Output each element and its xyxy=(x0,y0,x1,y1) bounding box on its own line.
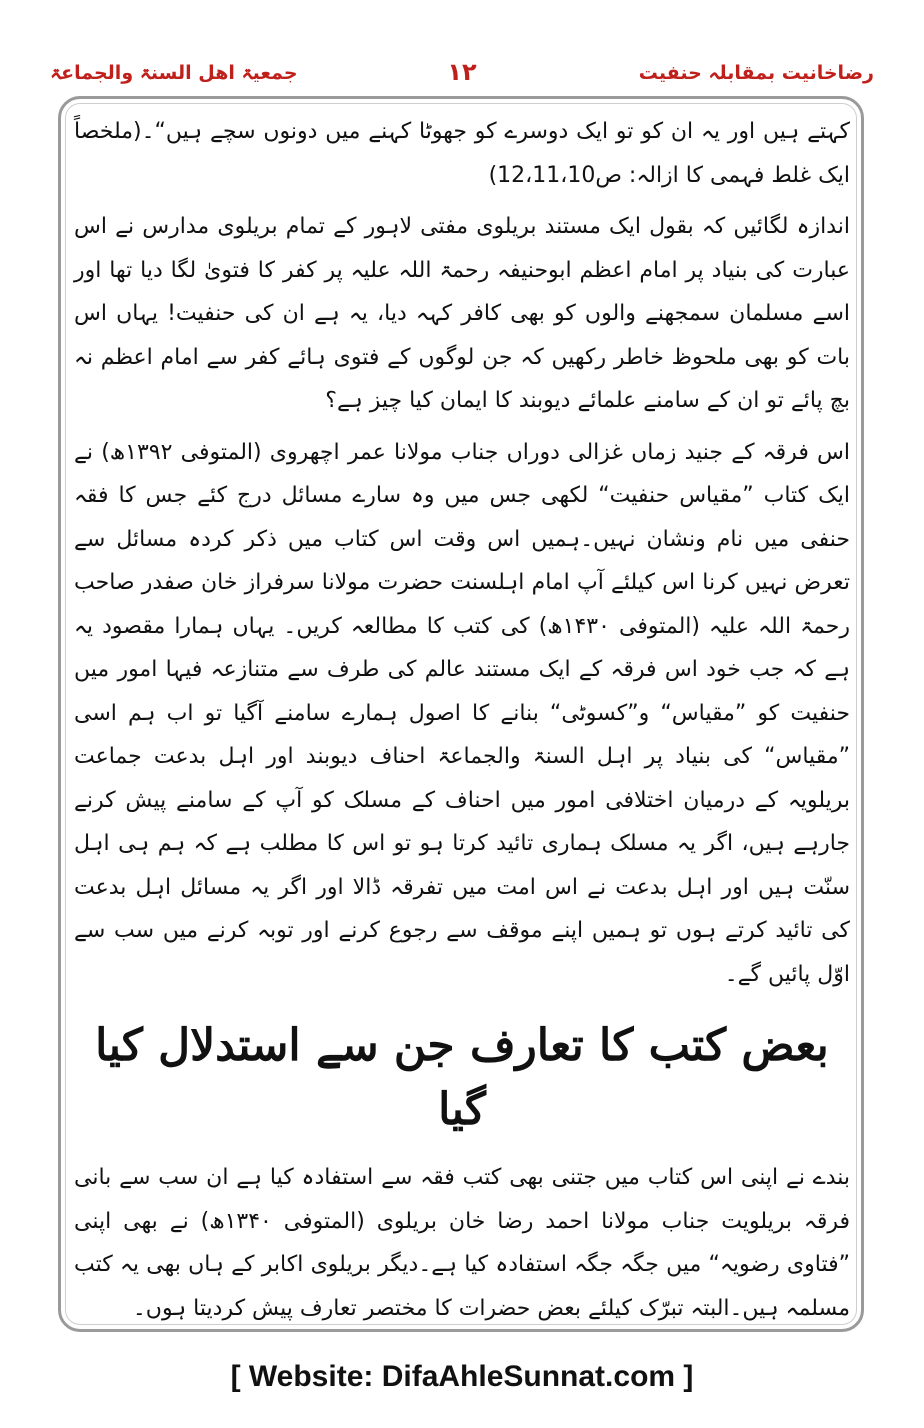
publisher-name: جمعیۃ اھل السنۃ والجماعۃ xyxy=(50,62,298,84)
page-number: ۱۲ xyxy=(447,58,477,86)
paragraph-1: کہتے ہیں اور یہ ان کو تو ایک دوسرے کو جھوٹا کہنے میں دونوں سچے ہیں“۔(ملخصاً ایک غلط فہمی کا ازالہ: ص12،11،10) xyxy=(74,119,850,188)
page-content xyxy=(74,110,850,1320)
website-footer: [ Website: DifaAhleSunnat.com ] xyxy=(230,1360,694,1393)
section-title: بعض کتب کا تعارف جن سے استدلال کیا گیا xyxy=(95,1020,829,1135)
paragraph-4: بندے نے اپنی اس کتاب میں جتنی بھی کتب فقہ سے استفادہ کیا ہے ان سب سے بانی فرقہ بریلویت جناب مولانا احمد رضا خان بریلوی (المتوفی ۱۳۴۰ھ) نے بھی اپنی ”فتاوی رضویہ“ میں جگہ جگہ استفادہ کیا ہے۔دیگر بریلوی اکابر کے ہاں بھی یہ کتب مسلمہ ہیں۔البتہ تبرّک کیلئے بعض حضرات کا مختصر تعارف پیش کردیتا ہوں۔ xyxy=(74,1165,850,1321)
paragraph-3: اس فرقہ کے جنید زماں غزالی دوراں جناب مولانا عمر اچھروی (المتوفی ۱۳۹۲ھ) نے ایک کتاب ”مقیاس حنفیت“ لکھی جس میں وہ سارے مسائل درج کئے جس کا فقہ حنفی میں نام ونشان نہیں۔ہمیں اس وقت اس کتاب میں ذکر کردہ مسائل سے تعرض نہیں کرنا اس کیلئے آپ امام اہلسنت حضرت مولانا سرفراز خان صفدر صاحب رحمۃ اللہ علیہ (المتوفی ۱۴۳۰ھ) کی کتب کا مطالعہ کریں۔ یہاں ہمارا مقصود یہ ہے کہ جب خود اس فرقہ کے ایک مستند عالم کی طرف سے متنازعہ فیہا امور میں حنفیت کو ”مقیاس“ و”کسوٹی“ بنانے کا اصول ہمارے سامنے آگیا تو اب ہم اسی ”مقیاس“ کی بنیاد پر اہل السنۃ والجماعۃ احناف دیوبند اور اہل بدعت جماعت بریلویہ کے درمیان اختلافی امور میں احناف کے مسلک کو آپ کے سامنے پیش کرنے جارہے ہیں، اگر یہ مسلک ہماری تائید کرتا ہو تو اس کا مطلب ہے کہ ہم ہی اہل سنّت ہیں اور اہل بدعت نے اس امت میں تفرقہ ڈالا اور اگر یہ مسائل اہل بدعت کی تائید کرتے ہوں تو ہمیں اپنے موقف سے رجوع کرنے اور توبہ کرنے میں سب سے اوّل پائیں گے۔ xyxy=(74,439,851,987)
paragraph-2: اندازہ لگائیں کہ بقول ایک مستند بریلوی مفتی لاہور کے تمام بریلوی مدارس نے اس عبارت کی بنیاد پر امام اعظم ابوحنیفہ رحمۃ اللہ علیہ پر کفر کا فتویٰ لگا دیا تھا اور اسے مسلمان سمجھنے والوں کو بھی کافر کہہ دیا، یہ ہے ان کی حنفیت! یہاں اس بات کو بھی ملحوظ خاطر رکھیں کہ جن لوگوں کے فتوی ہائے کفر سے امام اعظم نہ بچ پائے تو ان کے سامنے علمائے دیوبند کا ایمان کیا چیز ہے؟ xyxy=(74,214,850,413)
page-header xyxy=(50,58,874,92)
book-title: رضاخانیت بمقابلہ حنفیت xyxy=(638,62,874,84)
